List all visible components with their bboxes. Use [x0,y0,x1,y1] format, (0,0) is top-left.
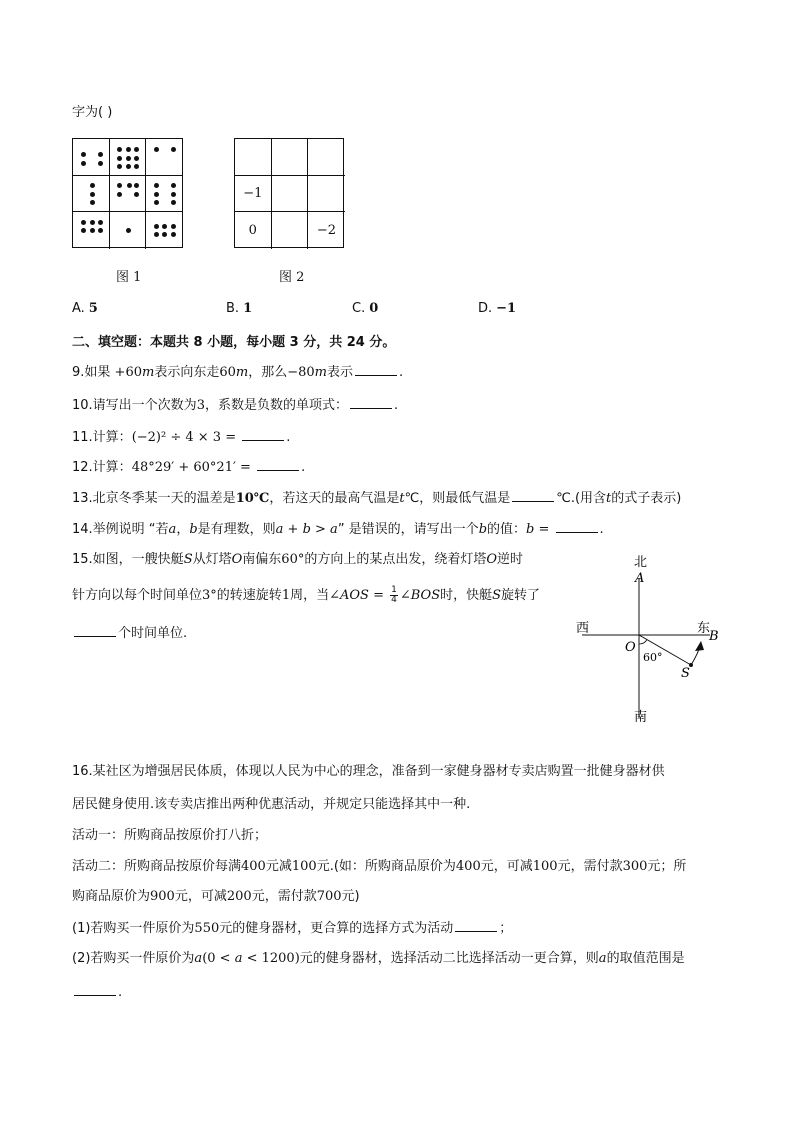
figure-1-dice-grid [72,138,183,248]
dice-dot [117,183,122,188]
dice-dot [126,228,131,233]
dice-dot [134,192,139,197]
label-east: 东 [697,621,711,636]
answer-blank[interactable] [350,396,392,409]
dice-dot [126,164,131,169]
answer-blank[interactable] [556,520,598,533]
dice-cell [73,175,110,212]
dice-dot [171,224,176,229]
figure-2-caption: 图 2 [279,270,305,285]
dice-dot [98,161,103,166]
dice-dot [134,156,139,161]
dice-cell [146,175,183,212]
fig2-cell [308,176,345,213]
label-north: 北 [634,555,648,570]
dice-dot [90,200,95,205]
fig2-cell: −1 [235,176,272,213]
section-2-title: 二、填空题：本题共 8 小题，每小题 3 分，共 24 分。 [72,335,396,350]
arrow-head-icon [695,641,704,651]
fig2-cell [272,139,309,176]
option-d[interactable]: D. −1 [478,301,517,316]
dice-dot [81,228,86,233]
dice-dot [171,192,176,197]
fig2-cell [308,139,345,176]
question-14: 14.举例说明 “若a，b是有理数，则a + b > a” 是错误的，请写出一个b的值：b = . [72,522,604,537]
dice-dot [134,183,139,188]
dice-cell [146,212,183,249]
dice-dot [171,232,176,237]
answer-blank[interactable] [455,919,497,932]
question-16-part-2: (2)若购买一件原价为a(0 < a < 1200)元的健身器材，选择活动二比选择活动一更合算，则a的取值范围是 [72,951,685,966]
answer-blank[interactable] [512,489,554,502]
dice-dot [117,147,122,152]
figure-2-number-grid [234,138,344,248]
answer-blank[interactable] [74,983,116,996]
compass-diagram [570,550,730,725]
fig2-cell [235,139,272,176]
fig2-cell: 0 [235,212,272,249]
answer-blank[interactable] [257,458,299,471]
activity-2-line-1: 活动二：所购商品按原价每满400元减100元.(如：所购商品原价为400元，可减100元，需付款300元；所 [72,859,687,874]
question-16-part-1: (1)若购买一件原价为550元的健身器材，更合算的选择方式为活动 ； [72,921,513,936]
dice-dot [90,183,95,188]
fig2-cell [272,212,309,249]
dice-dot [154,224,159,229]
question-15-line-3: 个时间单位. [72,624,187,643]
fig2-cell: −2 [316,222,337,238]
dice-dot [98,220,103,225]
question-12: 12.计算：48°29′ + 60°21′ = . [72,460,306,475]
dice-dot [81,152,86,157]
dice-dot [162,224,167,229]
dice-dot [117,164,122,169]
dice-dot [117,192,122,197]
label-a: A [635,571,645,586]
dice-dot [154,200,159,205]
dice-dot [127,183,132,188]
question-11: 11.计算：(−2)² ÷ 4 × 3 = . [72,430,291,445]
option-a[interactable]: A. 5 [72,301,98,316]
dice-dot [171,183,176,188]
dice-dot [90,192,95,197]
question-15-line-2: 针方向以每个时间单位3°的转速旋转1周，当∠AOS = $\frac{1}{4}$ ∠BOS时，快艇S旋转了 [72,585,541,605]
question-13: 13.北京冬季某一天的温差是10℃，若这天的最高气温是t℃，则最低气温是 ℃.(用含t的式子表示) [72,491,682,506]
label-angle: 60° [643,651,663,664]
answer-blank[interactable] [355,363,397,376]
dice-dot [154,192,159,197]
question-16-part-2-answer: . [72,983,122,1002]
question-16-line-2: 居民健身使用.该专卖店推出两种优惠活动，并规定只能选择其中一种. [72,797,471,812]
dice-cell [109,139,146,176]
dice-dot [90,220,95,225]
question-10: 10.请写出一个次数为3，系数是负数的单项式： . [72,398,399,413]
question-8-tail: 字为( ) [72,105,113,120]
dice-cell [73,212,110,249]
question-16-line-1: 16.某社区为增强居民体质，体现以人民为中心的理念，准备到一家健身器材专卖店购置一批健身器材供 [72,764,665,779]
dice-cell [109,212,146,249]
dice-dot [171,147,176,152]
answer-blank[interactable] [242,428,284,441]
dice-dot [154,183,159,188]
question-15-line-1: 15.如图，一艘快艇S从灯塔O南偏东60°的方向上的某点出发，绕着灯塔O逆时 [72,552,524,567]
dice-cell [109,175,146,212]
fraction-one-quarter: $\frac{1}{4}$ [391,585,397,605]
dice-dot [162,232,167,237]
dice-dot [171,200,176,205]
activity-2-line-2: 购商品原价为900元，可减200元，需付款700元) [72,889,360,904]
label-b: B [709,629,719,644]
option-b[interactable]: B. 1 [226,301,253,316]
dice-dot [81,161,86,166]
fig2-cell [272,176,309,213]
dice-dot [81,220,86,225]
option-c[interactable]: C. 0 [352,301,379,316]
dice-dot [134,147,139,152]
dice-cell [146,139,183,176]
dice-cell [73,139,110,176]
label-south: 南 [634,710,648,725]
angle-arc [639,640,647,645]
dice-dot [126,156,131,161]
figure-1-caption: 图 1 [116,270,142,285]
label-o: O [625,640,636,655]
label-s: S [681,666,690,681]
dice-dot [154,147,159,152]
answer-blank[interactable] [74,624,116,637]
dice-dot [98,228,103,233]
dice-dot [126,147,131,152]
dice-dot [98,152,103,157]
question-9: 9.如果 +60m表示向东走60m，那么−80m表示 . [72,365,404,380]
dice-dot [90,228,95,233]
dice-dot [134,164,139,169]
dice-dot [154,232,159,237]
dice-dot [117,156,122,161]
activity-1: 活动一：所购商品按原价打八折； [72,828,268,843]
label-west: 西 [576,621,590,636]
